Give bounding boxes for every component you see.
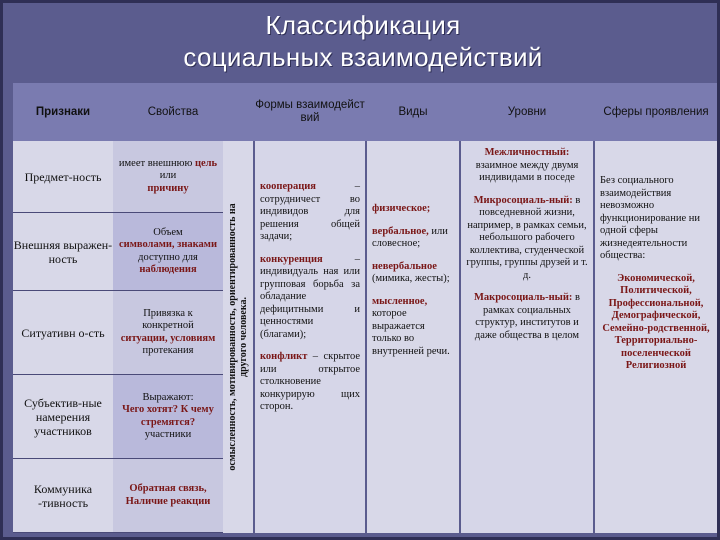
property-highlight: цель <box>194 157 218 169</box>
table-row <box>13 141 223 213</box>
type-item <box>372 226 454 251</box>
property-text: Объем <box>153 226 183 238</box>
level-item <box>466 292 588 342</box>
table-row <box>13 375 223 459</box>
property-text-2: или <box>159 170 177 182</box>
level-item <box>466 147 588 185</box>
form-term: кооперация <box>260 181 316 192</box>
level-text: в рамках социальных структур, институтов и даже общества в целом <box>474 292 580 341</box>
header-properties: Свойства <box>147 105 199 118</box>
table-row <box>13 459 223 533</box>
property-text: Привязка к конкретной <box>142 307 194 331</box>
form-text: – сотрудничест во индивидов для решения общей задачи; <box>260 181 360 242</box>
header-signs: Признаки <box>35 105 91 118</box>
spheres-list: Экономической, Политической, Профессиональной, Демографической, Семейно-родственной, Территориально-поселенческой Религиозной <box>602 272 710 371</box>
property-text-2: участники <box>144 429 192 440</box>
type-term: вербальное, <box>372 225 429 237</box>
form-item-conflict <box>260 351 360 414</box>
spheres-intro: Без социального взаимодействия невозможно функционирование ни одной сферы жизнедеятельности общества: <box>600 175 700 261</box>
header-types: Виды <box>398 105 428 118</box>
sign-cell: Субъектив-ные намерения участников <box>13 375 113 459</box>
property-text: Выражают: <box>142 391 194 403</box>
page-title <box>3 9 720 73</box>
property-highlight: Обратная связь, Наличие реакции <box>125 483 211 507</box>
property-cell <box>113 213 223 291</box>
forms-column <box>255 141 365 533</box>
property-cell <box>113 141 223 213</box>
property-highlight: ситуации, условиям <box>120 332 216 344</box>
type-text: которое выражается только во внутренней речи. <box>372 308 450 357</box>
sign-cell: Внешняя выражен-ность <box>13 213 113 291</box>
type-item <box>372 261 454 286</box>
type-item <box>372 203 454 216</box>
property-highlight: Чего хотят? К чему стремятся? <box>122 404 214 428</box>
property-highlight-2: наблюдения <box>139 264 197 275</box>
types-column <box>367 141 459 533</box>
table-row <box>13 291 223 375</box>
level-term: Микросоциаль-ный: <box>473 194 573 206</box>
vertical-note-line-2: другого человека. <box>238 297 249 377</box>
property-cell <box>113 291 223 375</box>
form-item-competition <box>260 254 360 342</box>
sign-cell: Предмет-ность <box>13 141 113 213</box>
vertical-note <box>223 141 253 533</box>
property-cell <box>113 375 223 459</box>
sign-cell: Ситуативн о-сть <box>13 291 113 375</box>
type-term: мысленное, <box>372 295 428 307</box>
form-term: конфликт <box>260 351 308 362</box>
sign-cell: Коммуника -тивность <box>13 459 113 533</box>
type-item <box>372 296 454 359</box>
title-line-2: социальных взаимодействий <box>183 42 543 72</box>
signs-properties-column <box>13 141 223 533</box>
property-text-2: протекания <box>142 345 194 356</box>
type-term: невербальное <box>372 260 437 272</box>
table-row <box>13 213 223 291</box>
level-term: Макросоциаль-ный: <box>474 292 573 303</box>
level-text: в повседневной жизни, например, в рамках семьи, небольшого рабочего коллектива, студенческой группы, группы друзей и т. д. <box>466 194 588 281</box>
property-highlight-2: причину <box>147 182 189 194</box>
vertical-note-line-1: осмысленность, мотивированность, ориентированность на <box>227 203 238 471</box>
property-text-2: доступно для <box>138 251 198 263</box>
form-text: – индивидуаль ная или групповая борьба за обладание дефицитными и ценностями (благами); <box>260 253 360 340</box>
level-term: Межличностный: <box>484 147 570 158</box>
type-term: физическое; <box>372 203 431 214</box>
title-line-1: Классификация <box>265 10 461 40</box>
header-levels: Уровни <box>507 105 547 118</box>
form-text: – скрытое или открытое столкновение конкурирую щих сторон. <box>260 351 360 412</box>
property-text: имеет внешнюю <box>118 157 193 169</box>
level-text: взаимное между двумя индивидами в поседе <box>475 159 579 183</box>
property-cell <box>113 459 223 533</box>
levels-column <box>461 141 593 533</box>
property-highlight: символами, знаками <box>118 239 218 250</box>
vertical-note-column <box>223 141 253 533</box>
level-item <box>466 195 588 283</box>
form-item-cooperation <box>260 181 360 244</box>
spheres-column <box>595 141 717 533</box>
classification-table <box>13 83 717 533</box>
form-term: конкуренция <box>260 253 323 265</box>
table-header-row <box>13 83 717 141</box>
header-spheres: Сферы проявления <box>603 105 709 118</box>
type-text: или словесное; <box>372 225 448 249</box>
header-forms: Формы взаимодейст вий <box>255 99 365 124</box>
type-text: (мимика, жесты); <box>372 273 450 284</box>
